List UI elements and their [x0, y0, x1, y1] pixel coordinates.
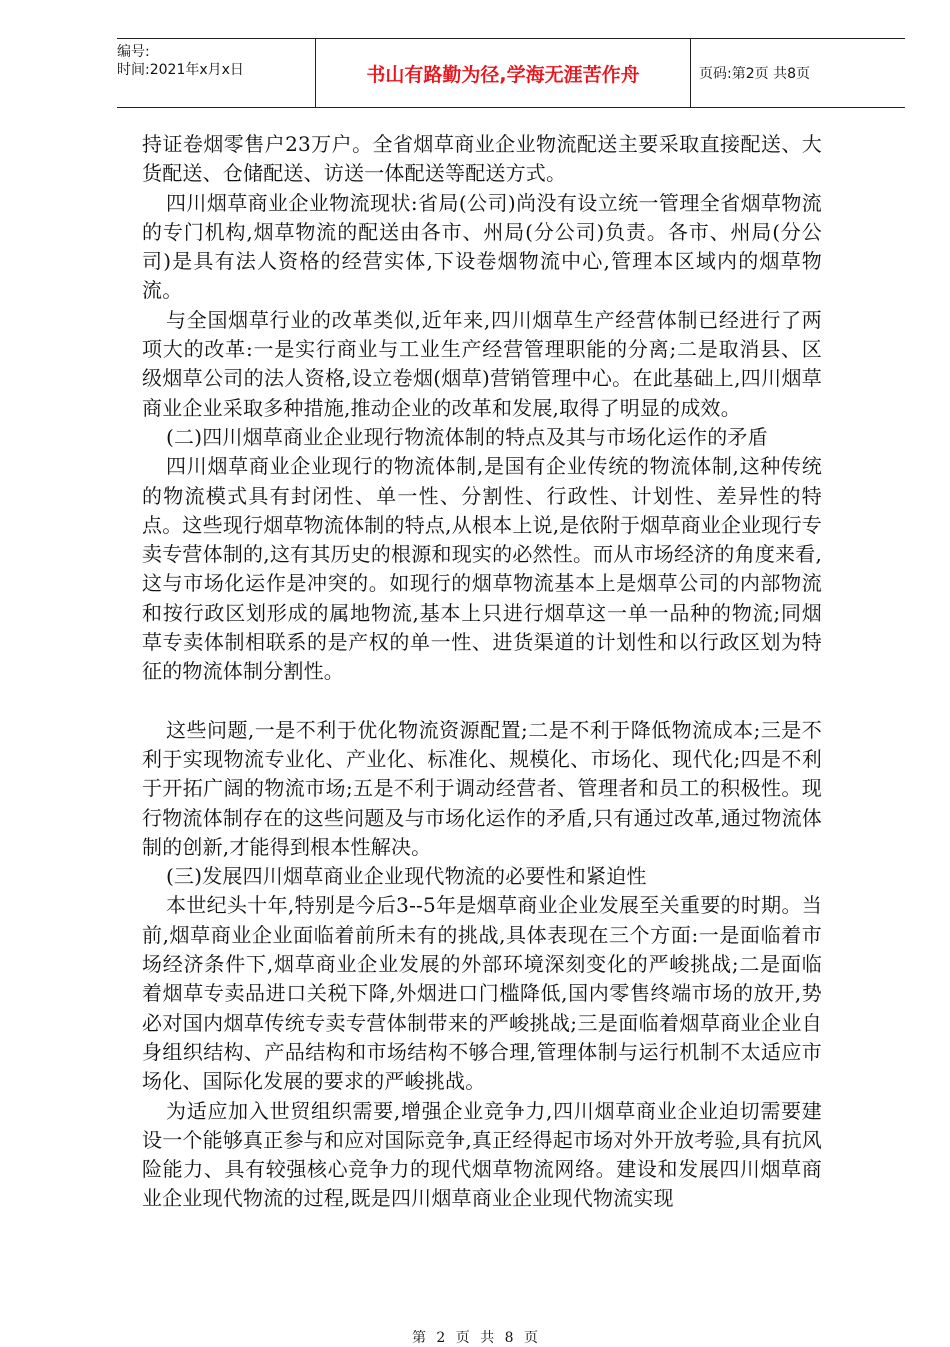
footer-total-suffix: 页	[524, 1330, 539, 1346]
header-page-info: 页码:第2页 共8页	[699, 66, 810, 82]
page-header	[117, 38, 905, 108]
footer-page-prefix: 第	[411, 1330, 426, 1346]
footer-total-number: 8	[504, 1330, 514, 1346]
paragraph: 四川烟草商业企业物流现状:省局(公司)尚没有设立统一管理全省烟草物流的专门机构,烟草物流的配送由各市、州局(分公司)负责。各市、州局(分公司)是具有法人资格的经营实体,下设卷烟物流中心,管理本区域内的烟草物流。	[142, 190, 822, 303]
paragraph: (二)四川烟草商业企业现行物流体制的特点及其与市场化运作的矛盾	[166, 424, 768, 449]
footer-page-number: 2	[436, 1330, 446, 1346]
footer-total-prefix: 共	[480, 1330, 495, 1346]
serial-label: 编号:	[117, 44, 150, 60]
header-motto: 书山有路勤为径,学海无涯苦作舟	[315, 39, 691, 107]
paragraph-gap	[142, 687, 822, 716]
page-footer	[0, 1327, 950, 1347]
footer-page-mid: 页	[455, 1330, 470, 1346]
paragraph: 持证卷烟零售户23万户。全省烟草商业企业物流配送主要采取直接配送、大货配送、仓储配送、访送一体配送等配送方式。	[142, 132, 822, 186]
document-body	[142, 130, 822, 1214]
paragraph: (三)发展四川烟草商业企业现代物流的必要性和紧迫性	[166, 864, 647, 889]
paragraph: 与全国烟草行业的改革类似,近年来,四川烟草生产经营体制已经进行了两项大的改革:一是实行商业与工业生产经营管理职能的分离;二是取消县、区级烟草公司的法人资格,设立卷烟(烟草)营销管理中心。在此基础上,四川烟草商业企业采取多种措施,推动企业的改革和发展,取得了明显的成效。	[142, 307, 822, 420]
paragraph: 本世纪头十年,特别是今后3--5年是烟草商业企业发展至关重要的时期。当前,烟草商业企业面临着前所未有的挑战,具体表现在三个方面:一是面临着市场经济条件下,烟草商业企业发展的外部环境深刻变化的严峻挑战;二是面临着烟草专卖品进口关税下降,外烟进口门槛降低,国内零售终端市场的放开,势必对国内烟草传统专卖专营体制带来的严峻挑战;三是面临着烟草商业企业自身组织结构、产品结构和市场结构不够合理,管理体制与运行机制不太适应市场化、国际化发展的要求的严峻挑战。	[142, 893, 822, 1094]
paragraph: 四川烟草商业企业现行的物流体制,是国有企业传统的物流体制,这种传统的物流模式具有封闭性、单一性、分割性、行政性、计划性、差异性的特点。这些现行烟草物流体制的特点,从根本上说,是依附于烟草商业企业现行专卖专营体制的,这有其历史的根源和现实的必然性。而从市场经济的角度来看,这与市场化运作是冲突的。如现行的烟草物流基本上是烟草公司的内部物流和按行政区划形成的属地物流,基本上只进行烟草这一单一品种的物流;同烟草专卖体制相联系的是产权的单一性、进货渠道的计划性和以行政区划为特征的物流体制分割性。	[142, 454, 822, 684]
time-label: 时间:2021年x月x日	[117, 62, 244, 78]
paragraph: 为适应加入世贸组织需要,增强企业竞争力,四川烟草商业企业迫切需要建设一个能够真正参与和应对国际竞争,真正经得起市场对外开放考验,具有抗风险能力、具有较强核心竞争力的现代烟草物流网络。建设和发展四川烟草商业企业现代物流的过程,既是四川烟草商业企业现代物流实现	[142, 1098, 822, 1211]
paragraph: 这些问题,一是不利于优化物流资源配置;二是不利于降低物流成本;三是不利于实现物流专业化、产业化、标准化、规模化、市场化、现代化;四是不利于开拓广阔的物流市场;五是不利于调动经营者、管理者和员工的积极性。现行物流体制存在的这些问题及与市场化运作的矛盾,只有通过改革,通过物流体制的创新,才能得到根本性解决。	[142, 717, 822, 859]
header-meta	[117, 39, 315, 111]
